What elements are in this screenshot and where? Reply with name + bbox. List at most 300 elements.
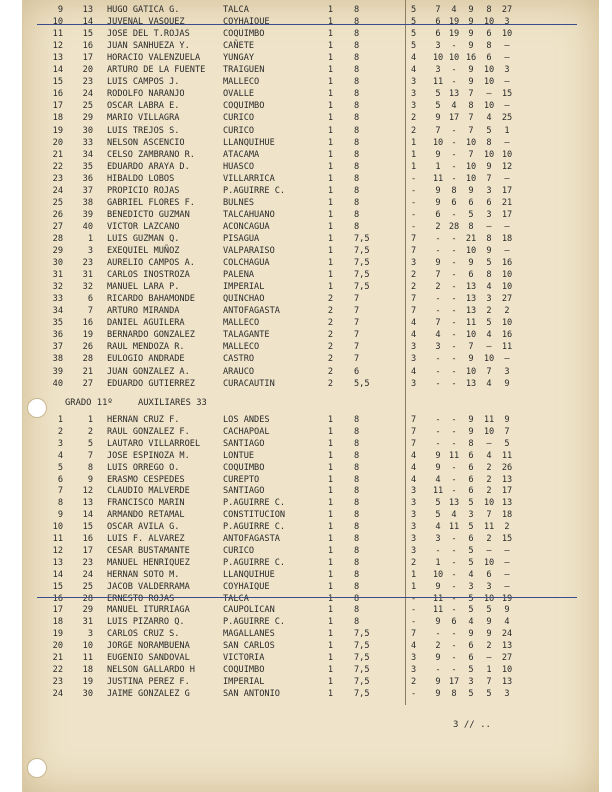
row-score: 8	[354, 161, 360, 172]
row-value: 10	[483, 77, 495, 88]
row-rank: 37	[52, 342, 63, 353]
row-rank: 5	[57, 462, 63, 473]
row-rank: 14	[52, 65, 63, 76]
row-grade: 1	[327, 569, 333, 580]
row-value: —	[504, 137, 510, 148]
row-name: JOSE ESPINOZA M.	[107, 450, 190, 461]
row-value: 7	[435, 5, 441, 15]
row-col-s: 2	[411, 125, 417, 136]
row-value: 17	[448, 676, 460, 687]
row-rank: 2	[57, 426, 63, 437]
row-value: 6	[468, 450, 474, 461]
row-number: 12	[82, 486, 93, 497]
row-value: 12	[501, 161, 513, 172]
table-row	[23, 4, 599, 16]
row-score: 8	[354, 522, 360, 533]
table-row	[23, 462, 599, 474]
table-row	[23, 137, 599, 149]
table-row	[23, 16, 599, 28]
row-value: 4	[504, 617, 510, 628]
row-number: 10	[82, 641, 93, 652]
row-place: LONTUE	[223, 450, 255, 461]
row-col-s: 3	[411, 534, 417, 544]
row-name: LUIS CAMPOS J.	[107, 77, 180, 88]
row-name: NELSON GALLARDO H	[107, 664, 195, 675]
table-row	[23, 378, 599, 390]
row-value: 9	[504, 415, 510, 425]
row-grade: 1	[327, 629, 333, 640]
row-name: BERNARDO GONZALEZ	[107, 330, 195, 341]
row-name: ERNESTO ROJAS	[107, 593, 175, 604]
row-value: 10	[483, 101, 495, 112]
row-score: 7	[354, 318, 360, 329]
row-grade: 1	[327, 605, 333, 616]
row-score: 8	[354, 17, 360, 28]
row-value: 5	[468, 605, 474, 616]
row-value: -	[451, 366, 457, 377]
row-score: 8	[354, 65, 360, 76]
row-place: SAN ANTONIO	[223, 688, 280, 699]
row-grade: 1	[327, 221, 333, 232]
row-value: -	[451, 569, 457, 580]
row-col-s: 3	[411, 522, 417, 533]
table-row	[23, 28, 599, 40]
row-score: 8	[354, 569, 360, 580]
row-value: 21	[501, 197, 513, 208]
row-rank: 13	[52, 53, 63, 64]
row-col-s: 1	[411, 581, 417, 592]
row-score: 8	[354, 113, 360, 124]
row-col-s: 2	[411, 282, 417, 293]
row-value: 5	[435, 498, 441, 509]
table-row	[23, 317, 599, 329]
row-number: 16	[82, 318, 93, 329]
row-name: JUAN GONZALEZ A.	[107, 366, 190, 377]
row-value: 13	[501, 676, 513, 687]
row-col-s: 4	[411, 53, 417, 64]
table-row	[23, 353, 599, 365]
row-score: 8	[354, 545, 360, 556]
row-grade: 1	[327, 557, 333, 568]
row-place: HUASCO	[223, 161, 255, 172]
row-name: CARLOS INOSTROZA	[107, 270, 190, 281]
row-score: 6	[354, 366, 360, 377]
table-row	[23, 52, 599, 64]
row-number: 27	[82, 378, 93, 389]
row-value: 9	[486, 161, 492, 172]
row-value: 4	[435, 330, 441, 341]
row-place: MALLECO	[223, 77, 260, 88]
row-value: 17	[501, 486, 513, 497]
row-col-s: 1	[411, 161, 417, 172]
row-place: MALLECO	[223, 318, 260, 329]
row-number: 15	[82, 29, 93, 40]
row-number: 35	[82, 161, 93, 172]
row-place: TALCAHUANO	[223, 209, 275, 220]
row-value: 2	[486, 486, 492, 497]
row-number: 17	[82, 545, 93, 556]
table-row	[23, 497, 599, 509]
row-value: 6	[435, 209, 441, 220]
row-value: 9	[435, 197, 441, 208]
row-score: 8	[354, 125, 360, 136]
row-value: 5	[468, 664, 474, 675]
row-score: 7	[354, 330, 360, 341]
row-rank: 9	[57, 510, 63, 521]
table-row	[23, 173, 599, 185]
row-value: 25	[501, 113, 513, 124]
row-value: 9	[468, 185, 474, 196]
row-value: 9	[435, 688, 441, 699]
row-place: BULNES	[223, 197, 255, 208]
row-rank: 8	[57, 498, 63, 509]
row-place: LOS ANDES	[223, 415, 270, 425]
row-score: 8	[354, 486, 360, 497]
section-2-header	[65, 398, 227, 408]
row-score: 8	[354, 415, 360, 425]
row-value: 3	[486, 209, 492, 220]
row-value: 10	[465, 330, 477, 341]
row-value: 9	[435, 676, 441, 687]
row-value: 5	[486, 318, 492, 329]
row-value: 9	[468, 17, 474, 28]
row-score: 8	[354, 534, 360, 544]
row-value: 13	[465, 294, 477, 305]
row-value: 27	[501, 653, 513, 663]
row-value: -	[451, 534, 457, 544]
row-value: -	[451, 581, 457, 592]
row-grade: 1	[327, 233, 333, 244]
row-name: LUIS ORREGO O.	[107, 462, 180, 473]
row-col-s: 4	[411, 462, 417, 473]
row-value: 10	[483, 354, 495, 365]
row-name: HERNAN CRUZ F.	[107, 415, 180, 425]
row-value: 5	[468, 209, 474, 220]
row-grade: 1	[327, 581, 333, 592]
row-place: COQUIMBO	[223, 664, 265, 675]
row-col-s: 7	[411, 426, 417, 437]
row-value: 3	[435, 65, 441, 76]
row-place: ARAUCO	[223, 366, 255, 377]
row-name: MANUEL ITURRIAGA	[107, 605, 190, 616]
row-value: 19	[448, 17, 460, 28]
row-value: -	[451, 77, 457, 88]
row-value: 3	[486, 294, 492, 305]
row-value: 5	[435, 101, 441, 112]
row-rank: 4	[57, 450, 63, 461]
row-grade: 1	[327, 89, 333, 100]
row-place: CURACAUTIN	[223, 378, 275, 389]
row-name: ARTURO DE LA FUENTE	[107, 65, 206, 76]
row-value: -	[451, 246, 457, 256]
row-value: -	[451, 125, 457, 136]
row-value: 7	[486, 676, 492, 687]
row-rank: 33	[52, 294, 63, 305]
row-grade: 1	[327, 197, 333, 208]
row-grade: 1	[327, 270, 333, 281]
row-value: -	[435, 246, 441, 256]
row-grade: 1	[327, 77, 333, 88]
row-grade: 1	[327, 510, 333, 521]
row-value: 1	[435, 557, 441, 568]
row-value: 4	[486, 450, 492, 461]
row-value: -	[451, 545, 457, 556]
row-value: 2	[486, 462, 492, 473]
row-value: 7	[468, 125, 474, 136]
row-value: 18	[501, 510, 513, 521]
row-value: 3	[486, 185, 492, 196]
row-value: 5	[468, 545, 474, 556]
row-value: 6	[468, 534, 474, 544]
table-row	[23, 366, 599, 378]
row-grade: 2	[327, 354, 333, 365]
row-score: 8	[354, 605, 360, 616]
row-col-s: -	[411, 185, 417, 196]
row-value: -	[451, 557, 457, 568]
row-value: 9	[468, 5, 474, 15]
row-name: AURELIO CAMPOS A.	[107, 258, 195, 269]
row-value: 5	[468, 498, 474, 509]
row-value: -	[451, 415, 457, 425]
row-place: P.AGUIRRE C.	[223, 617, 286, 628]
row-value: —	[504, 221, 510, 232]
row-name: EULOGIO ANDRADE	[107, 354, 185, 365]
row-score: 8	[354, 221, 360, 232]
row-value: 9	[486, 246, 492, 256]
table-row	[23, 509, 599, 521]
row-value: 10	[501, 270, 513, 281]
row-col-s: 3	[411, 354, 417, 365]
table-row	[23, 414, 599, 426]
row-grade: 1	[327, 486, 333, 497]
row-value: -	[451, 664, 457, 675]
row-name: EUGENIO SANDOVAL	[107, 653, 190, 663]
row-value: 8	[451, 688, 457, 699]
row-score: 8	[354, 510, 360, 521]
row-name: GABRIEL FLORES F.	[107, 197, 195, 208]
row-rank: 15	[52, 581, 63, 592]
row-rank: 28	[52, 233, 63, 244]
row-place: PISAGUA	[223, 233, 260, 244]
row-value: 13	[501, 641, 513, 652]
row-score: 8	[354, 5, 360, 15]
table-row	[23, 161, 599, 173]
row-col-s: -	[411, 605, 417, 616]
row-value: 5	[435, 89, 441, 100]
row-name: RODOLFO NARANJO	[107, 89, 185, 100]
row-score: 8	[354, 41, 360, 52]
row-col-s: 1	[411, 569, 417, 580]
row-col-s: 2	[411, 557, 417, 568]
row-value: 11	[432, 77, 444, 88]
table-row	[23, 269, 599, 281]
row-rank: 24	[52, 688, 63, 699]
row-value: -	[451, 149, 457, 160]
row-value: —	[486, 545, 492, 556]
row-rank: 17	[52, 101, 63, 112]
row-col-s: 3	[411, 101, 417, 112]
row-number: 16	[82, 41, 93, 52]
row-grade: 1	[327, 149, 333, 160]
row-grade: 1	[327, 5, 333, 15]
row-value: 5	[486, 605, 492, 616]
row-number: 16	[82, 534, 93, 544]
row-value: 9	[486, 629, 492, 640]
table-row	[23, 185, 599, 197]
table-row	[23, 88, 599, 100]
row-score: 7,5	[354, 258, 370, 269]
row-value: 6	[468, 462, 474, 473]
row-number: 26	[82, 342, 93, 353]
row-score: 8	[354, 462, 360, 473]
row-place: LLANQUIHUE	[223, 569, 275, 580]
row-score: 8	[354, 101, 360, 112]
row-col-s: -	[411, 617, 417, 628]
row-value: -	[451, 605, 457, 616]
row-name: HIBALDO LOBOS	[107, 173, 175, 184]
row-value: 11	[432, 173, 444, 184]
row-value: 13	[465, 306, 477, 317]
row-value: —	[504, 41, 510, 52]
row-name: EDUARDO GUTIERREZ	[107, 378, 195, 389]
table-row	[23, 664, 599, 676]
row-value: 8	[486, 41, 492, 52]
table-row	[23, 450, 599, 462]
row-score: 8	[354, 89, 360, 100]
table-row	[23, 628, 599, 640]
table-row	[23, 233, 599, 245]
row-score: 7	[354, 294, 360, 305]
row-score: 7,5	[354, 676, 370, 687]
table-row	[23, 341, 599, 353]
row-place: TRAIGUEN	[223, 65, 265, 76]
row-name: CLAUDIO MALVERDE	[107, 486, 190, 497]
row-value: —	[504, 557, 510, 568]
row-value: 5	[468, 522, 474, 533]
row-value: 3	[468, 510, 474, 521]
page-mark: 3 // ..	[453, 720, 491, 730]
row-rank: 11	[52, 534, 63, 544]
row-value: 10	[483, 17, 495, 28]
row-value: -	[451, 65, 457, 76]
row-value: 7	[435, 318, 441, 329]
row-value: 27	[501, 5, 513, 15]
row-number: 23	[82, 258, 93, 269]
row-value: 19	[501, 593, 513, 604]
row-col-s: 1	[411, 137, 417, 148]
row-score: 7,5	[354, 629, 370, 640]
row-place: CACHAPOAL	[223, 426, 270, 437]
row-value: -	[451, 173, 457, 184]
row-value: 3	[486, 581, 492, 592]
row-value: 7	[435, 125, 441, 136]
row-grade: 2	[327, 318, 333, 329]
row-score: 8	[354, 197, 360, 208]
row-grade: 1	[327, 438, 333, 449]
row-col-s: 7	[411, 233, 417, 244]
row-place: CUREPTO	[223, 474, 260, 485]
row-value: 7	[486, 366, 492, 377]
row-value: 11	[432, 593, 444, 604]
row-name: LAUTARO VILLARROEL	[107, 438, 201, 449]
row-value: 7	[486, 173, 492, 184]
row-name: EXEQUIEL MUÑOZ	[107, 246, 180, 256]
row-name: HUGO GATICA G.	[107, 5, 180, 15]
row-place: CURICO	[223, 125, 255, 136]
row-value: 5	[468, 688, 474, 699]
row-place: CAÑETE	[223, 41, 255, 52]
row-value: 5	[504, 438, 510, 449]
row-value: 9	[435, 258, 441, 269]
row-rank: 14	[52, 569, 63, 580]
row-value: 10	[465, 366, 477, 377]
table-row	[23, 533, 599, 545]
row-value: 17	[501, 209, 513, 220]
row-value: -	[435, 415, 441, 425]
row-value: -	[451, 318, 457, 329]
row-name: HERNAN SOTO M.	[107, 569, 180, 580]
section-2-subtitle: AUXILIARES 33	[137, 398, 207, 408]
row-value: 16	[501, 258, 513, 269]
row-value: 2	[486, 306, 492, 317]
row-value: -	[451, 653, 457, 663]
row-score: 8	[354, 209, 360, 220]
row-rank: 21	[52, 653, 63, 663]
row-name: ARMANDO RETAMAL	[107, 510, 185, 521]
row-grade: 1	[327, 125, 333, 136]
row-rank: 24	[52, 185, 63, 196]
table-row	[23, 616, 599, 628]
row-number: 2	[87, 426, 93, 437]
row-value: 6	[435, 17, 441, 28]
row-rank: 21	[52, 149, 63, 160]
row-value: 9	[504, 378, 510, 389]
row-value: -	[451, 161, 457, 172]
row-value: 4	[486, 282, 492, 293]
row-place: QUINCHAO	[223, 294, 265, 305]
row-grade: 1	[327, 534, 333, 544]
row-value: 4	[451, 5, 457, 15]
row-number: 23	[82, 557, 93, 568]
row-value: -	[451, 342, 457, 353]
row-value: 7	[468, 89, 474, 100]
row-grade: 1	[327, 282, 333, 293]
row-rank: 12	[52, 545, 63, 556]
row-name: LUIS PIZARRO Q.	[107, 617, 185, 628]
row-col-s: 7	[411, 306, 417, 317]
row-value: -	[451, 270, 457, 281]
row-number: 1	[87, 415, 93, 425]
row-number: 8	[87, 462, 93, 473]
row-grade: 1	[327, 29, 333, 40]
row-grade: 1	[327, 450, 333, 461]
row-value: —	[504, 581, 510, 592]
row-col-s: 3	[411, 378, 417, 389]
row-value: 9	[435, 581, 441, 592]
row-value: 2	[435, 641, 441, 652]
row-value: 24	[501, 629, 513, 640]
row-value: 6	[468, 474, 474, 485]
row-place: SANTIAGO	[223, 486, 265, 497]
row-score: 8	[354, 593, 360, 604]
row-value: 9	[468, 77, 474, 88]
row-value: 13	[465, 282, 477, 293]
row-score: 8	[354, 438, 360, 449]
row-value: 11	[448, 522, 460, 533]
row-number: 20	[82, 65, 93, 76]
row-number: 11	[82, 653, 93, 663]
row-value: —	[486, 342, 492, 353]
